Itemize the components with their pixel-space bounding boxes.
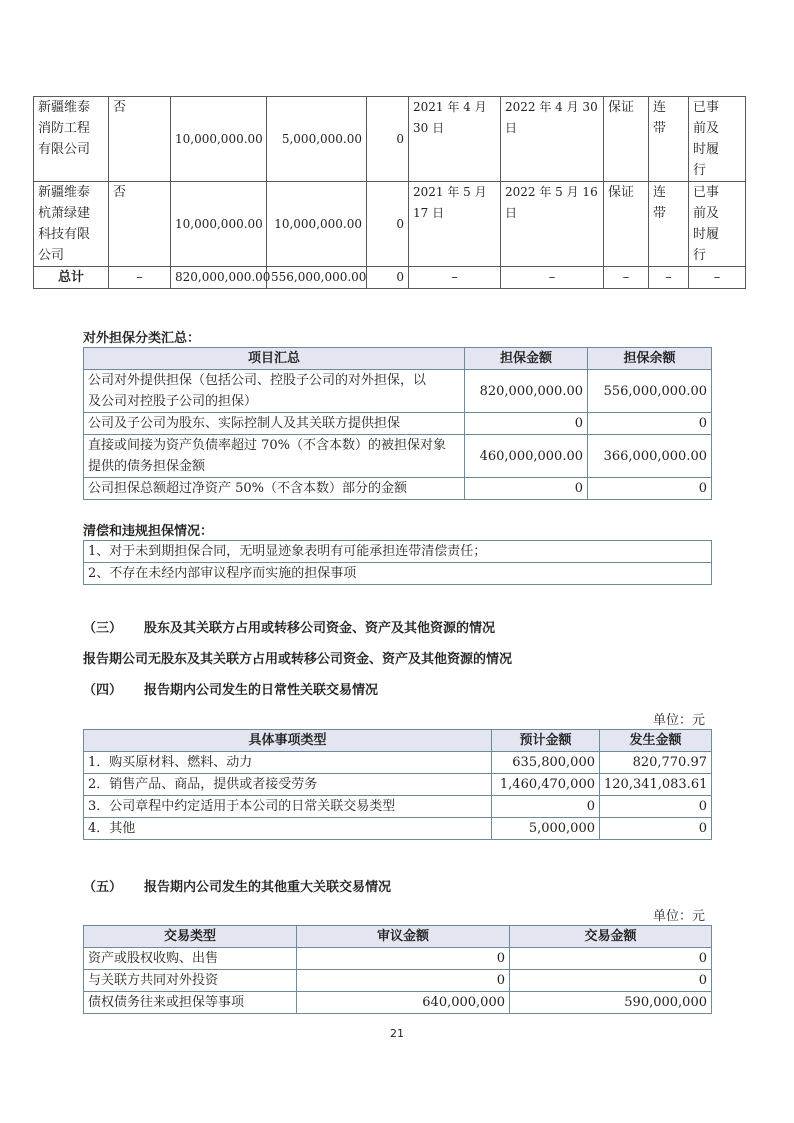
total-row [34, 267, 746, 289]
end-date: 2022 年 5 月 16 日 [501, 182, 604, 267]
guarantee-balance: 5,000,000.00 [267, 97, 367, 182]
actual-cell: 0 [600, 818, 712, 840]
table-row [84, 796, 712, 818]
joint-liability: 连 带 [649, 182, 689, 267]
table-row [84, 541, 712, 563]
guarantee-name: 新疆维泰 杭萧绿建 科技有限 公司 [34, 182, 109, 267]
guarantee-amount: 10,000,000.00 [171, 97, 267, 182]
amount-cell: 0 [510, 948, 712, 970]
guarantee-balance: 10,000,000.00 [267, 182, 367, 267]
total-cell: – [109, 267, 171, 289]
summary-amount: 820,000,000.00 [465, 370, 588, 413]
item-cell: 债权债务往来或担保等事项 [84, 992, 297, 1014]
header-cell: 具体事项类型 [84, 730, 492, 752]
table-row [84, 818, 712, 840]
guarantee-other: 0 [367, 97, 409, 182]
total-cell: – [689, 267, 746, 289]
header-cell: 交易金额 [510, 926, 712, 948]
repay-line: 1、对于未到期担保合同，无明显迹象表明有可能承担连带清偿责任； [84, 541, 712, 563]
summary-amount: 0 [465, 478, 588, 500]
table-row [34, 97, 746, 182]
major-transactions-table [83, 925, 712, 1014]
guarantee-type: 保证 [604, 97, 649, 182]
total-other: 0 [367, 267, 409, 289]
table-row [84, 970, 712, 992]
table-row [84, 478, 712, 500]
total-amount: 820,000,000.00 [171, 267, 267, 289]
estimate-cell: 5,000,000 [492, 818, 600, 840]
guarantee-table [33, 96, 746, 289]
performance-status: 已事 前及 时履 行 [689, 182, 746, 267]
summary-item: 公司及子公司为股东、实际控制人及其关联方提供担保 [84, 413, 465, 435]
table-row [84, 563, 712, 585]
amount-cell: 0 [510, 970, 712, 992]
joint-liability: 连 带 [649, 97, 689, 182]
guarantee-type: 保证 [604, 182, 649, 267]
section-4-heading: （四） 报告期内公司发生的日常性关联交易情况 [83, 683, 379, 698]
item-cell: 4．其他 [84, 818, 492, 840]
table-row [34, 182, 746, 267]
table-row [84, 992, 712, 1014]
start-date: 2021 年 5 月 17 日 [409, 182, 501, 267]
table-header [84, 348, 712, 370]
page-number: 21 [390, 1027, 404, 1040]
table-row [84, 435, 712, 478]
summary-balance: 366,000,000.00 [588, 435, 712, 478]
total-balance: 556,000,000.00 [267, 267, 367, 289]
related-flag: 否 [109, 97, 171, 182]
table-row [84, 752, 712, 774]
summary-balance: 0 [588, 413, 712, 435]
summary-title: 对外担保分类汇总： [83, 331, 201, 346]
header-cell: 审议金额 [297, 926, 510, 948]
actual-cell: 820,770.97 [600, 752, 712, 774]
repay-table [83, 540, 712, 585]
summary-amount: 460,000,000.00 [465, 435, 588, 478]
repay-line: 2、不存在未经内部审议程序而实施的担保事项 [84, 563, 712, 585]
summary-table [83, 347, 712, 500]
summary-balance: 0 [588, 478, 712, 500]
daily-transactions-table [83, 729, 712, 840]
start-date: 2021 年 4 月 30 日 [409, 97, 501, 182]
performance-status: 已事 前及 时履 行 [689, 97, 746, 182]
table-header [84, 730, 712, 752]
summary-amount: 0 [465, 413, 588, 435]
related-flag: 否 [109, 182, 171, 267]
table-row [84, 948, 712, 970]
header-cell: 项目汇总 [84, 348, 465, 370]
total-cell: – [409, 267, 501, 289]
unit-label: 单位：元 [653, 713, 706, 728]
summary-item: 公司担保总额超过净资产 50%（不含本数）部分的金额 [84, 478, 465, 500]
review-cell: 0 [297, 970, 510, 992]
summary-balance: 556,000,000.00 [588, 370, 712, 413]
guarantee-other: 0 [367, 182, 409, 267]
review-cell: 640,000,000 [297, 992, 510, 1014]
summary-item: 公司对外提供担保（包括公司、控股子公司的对外担保，以 及公司对控股子公司的担保） [84, 370, 465, 413]
header-cell: 担保金额 [465, 348, 588, 370]
review-cell: 0 [297, 948, 510, 970]
item-cell: 资产或股权收购、出售 [84, 948, 297, 970]
estimate-cell: 635,800,000 [492, 752, 600, 774]
item-cell: 1．购买原材料、燃料、动力 [84, 752, 492, 774]
section-3-heading: （三） 股东及其关联方占用或转移公司资金、资产及其他资源的情况 [83, 621, 496, 636]
estimate-cell: 0 [492, 796, 600, 818]
table-header [84, 926, 712, 948]
header-cell: 发生金额 [600, 730, 712, 752]
section-3-note: 报告期公司无股东及其关联方占用或转移公司资金、资产及其他资源的情况 [83, 652, 513, 667]
guarantee-amount: 10,000,000.00 [171, 182, 267, 267]
header-cell: 预计金额 [492, 730, 600, 752]
unit-label: 单位：元 [653, 909, 706, 924]
total-cell: – [501, 267, 604, 289]
total-label: 总计 [34, 267, 109, 289]
guarantee-name: 新疆维泰 消防工程 有限公司 [34, 97, 109, 182]
table-row [84, 413, 712, 435]
table-row [84, 370, 712, 413]
estimate-cell: 1,460,470,000 [492, 774, 600, 796]
repay-title: 清偿和违规担保情况： [83, 524, 214, 539]
total-cell: – [649, 267, 689, 289]
section-5-heading: （五） 报告期内公司发生的其他重大关联交易情况 [83, 880, 392, 895]
actual-cell: 0 [600, 796, 712, 818]
table-row [84, 774, 712, 796]
item-cell: 3．公司章程中约定适用于本公司的日常关联交易类型 [84, 796, 492, 818]
actual-cell: 120,341,083.61 [600, 774, 712, 796]
summary-item: 直接或间接为资产负债率超过 70%（不含本数）的被担保对象 提供的债务担保金额 [84, 435, 465, 478]
header-cell: 担保余额 [588, 348, 712, 370]
item-cell: 2．销售产品、商品，提供或者接受劳务 [84, 774, 492, 796]
amount-cell: 590,000,000 [510, 992, 712, 1014]
end-date: 2022 年 4 月 30 日 [501, 97, 604, 182]
header-cell: 交易类型 [84, 926, 297, 948]
item-cell: 与关联方共同对外投资 [84, 970, 297, 992]
total-cell: – [604, 267, 649, 289]
